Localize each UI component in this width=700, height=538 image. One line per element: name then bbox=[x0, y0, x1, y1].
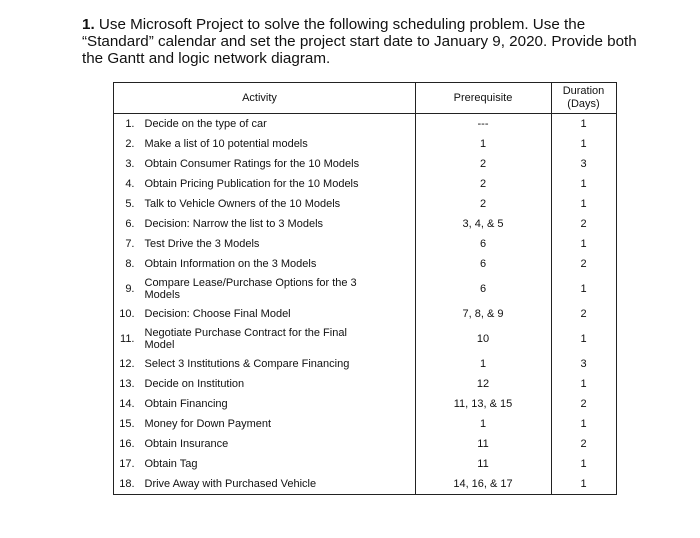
row-prerequisite: 10 bbox=[415, 324, 551, 354]
row-prerequisite: 1 bbox=[415, 354, 551, 374]
table-row bbox=[114, 134, 617, 154]
table-row bbox=[114, 214, 617, 234]
table-row bbox=[114, 414, 617, 434]
row-number: 7. bbox=[125, 238, 135, 250]
row-activity: Negotiate Purchase Contract for the Final Model bbox=[144, 327, 347, 351]
row-activity: Test Drive the 3 Models bbox=[144, 238, 260, 250]
row-number: 16. bbox=[119, 438, 135, 450]
header-prerequisite: Prerequisite bbox=[415, 83, 551, 114]
row-number: 18. bbox=[119, 478, 135, 490]
row-duration: 2 bbox=[551, 304, 616, 324]
table-row bbox=[114, 154, 617, 174]
question-number: 1. bbox=[82, 16, 95, 33]
row-duration: 1 bbox=[551, 174, 616, 194]
row-activity: Decide on Institution bbox=[144, 378, 245, 390]
row-number: 4. bbox=[125, 178, 135, 190]
row-number: 9. bbox=[125, 283, 135, 295]
row-prerequisite: 6 bbox=[415, 234, 551, 254]
row-duration: 1 bbox=[551, 414, 616, 434]
row-duration: 1 bbox=[551, 374, 616, 394]
row-activity: Talk to Vehicle Owners of the 10 Models bbox=[144, 198, 341, 210]
row-number: 8. bbox=[125, 258, 135, 270]
row-duration: 1 bbox=[551, 194, 616, 214]
row-prerequisite: 14, 16, & 17 bbox=[415, 474, 551, 495]
table-row bbox=[114, 304, 617, 324]
table-row bbox=[114, 394, 617, 414]
row-number: 3. bbox=[125, 158, 135, 170]
table-row bbox=[114, 254, 617, 274]
row-number: 11. bbox=[120, 333, 135, 345]
row-activity: Decision: Choose Final Model bbox=[144, 308, 291, 320]
row-activity: Obtain Insurance bbox=[144, 438, 229, 450]
table-row bbox=[114, 434, 617, 454]
row-number: 1. bbox=[125, 118, 135, 130]
row-number: 6. bbox=[125, 218, 135, 230]
row-prerequisite: 1 bbox=[415, 414, 551, 434]
row-prerequisite: 1 bbox=[415, 134, 551, 154]
row-number: 5. bbox=[125, 198, 135, 210]
row-prerequisite: 2 bbox=[415, 194, 551, 214]
row-prerequisite: 7, 8, & 9 bbox=[415, 304, 551, 324]
row-duration: 1 bbox=[551, 474, 616, 495]
row-number: 10. bbox=[119, 308, 135, 320]
row-duration: 1 bbox=[551, 234, 616, 254]
row-activity: Obtain Consumer Ratings for the 10 Models bbox=[144, 158, 360, 170]
table-row bbox=[114, 474, 617, 495]
row-duration: 2 bbox=[551, 214, 616, 234]
table-row bbox=[114, 174, 617, 194]
row-duration: 1 bbox=[551, 274, 616, 304]
row-activity: Decision: Narrow the list to 3 Models bbox=[144, 218, 324, 230]
question-body: Use Microsoft Project to solve the following scheduling problem. Use the “Standard” calendar and set the project start date to January 9, 2020. Provide both the Gantt and logic network diagram. bbox=[82, 16, 637, 67]
row-prerequisite: 11 bbox=[415, 434, 551, 454]
row-activity: Money for Down Payment bbox=[144, 418, 272, 430]
row-activity-cell bbox=[145, 324, 416, 354]
row-number: 12. bbox=[119, 358, 135, 370]
row-activity: Obtain Information on the 3 Models bbox=[144, 258, 317, 270]
row-number: 13. bbox=[119, 378, 135, 390]
row-activity: Make a list of 10 potential models bbox=[144, 138, 308, 150]
question-text bbox=[82, 16, 642, 67]
row-number: 14. bbox=[119, 398, 135, 410]
row-prerequisite: 12 bbox=[415, 374, 551, 394]
row-duration: 2 bbox=[551, 434, 616, 454]
row-duration: 1 bbox=[551, 134, 616, 154]
header-activity: Activity bbox=[145, 83, 416, 114]
row-activity: Obtain Financing bbox=[144, 398, 228, 410]
row-prerequisite: 6 bbox=[415, 274, 551, 304]
row-duration: 3 bbox=[551, 354, 616, 374]
row-prerequisite: 2 bbox=[415, 174, 551, 194]
row-activity-cell bbox=[145, 274, 416, 304]
row-duration: 3 bbox=[551, 154, 616, 174]
row-duration: 1 bbox=[551, 454, 616, 474]
row-prerequisite: 3, 4, & 5 bbox=[415, 214, 551, 234]
row-activity: Drive Away with Purchased Vehicle bbox=[144, 478, 317, 490]
row-prerequisite: 11 bbox=[415, 454, 551, 474]
row-prerequisite: --- bbox=[415, 114, 551, 135]
row-activity: Compare Lease/Purchase Options for the 3 Models bbox=[144, 277, 357, 301]
table-row bbox=[114, 234, 617, 254]
activity-table bbox=[113, 82, 617, 495]
row-number: 17. bbox=[119, 458, 135, 470]
table-row bbox=[114, 374, 617, 394]
table-row bbox=[114, 324, 617, 354]
row-duration: 1 bbox=[551, 324, 616, 354]
row-number: 2. bbox=[125, 138, 135, 150]
table-row bbox=[114, 274, 617, 304]
row-prerequisite: 11, 13, & 15 bbox=[415, 394, 551, 414]
table-row bbox=[114, 114, 617, 135]
row-duration: 2 bbox=[551, 394, 616, 414]
row-number: 15. bbox=[119, 418, 135, 430]
row-activity: Select 3 Institutions & Compare Financing bbox=[144, 358, 350, 370]
table-row bbox=[114, 354, 617, 374]
table-header-row bbox=[114, 83, 617, 114]
header-number bbox=[114, 83, 145, 114]
row-prerequisite: 6 bbox=[415, 254, 551, 274]
header-duration: Duration (Days) bbox=[551, 83, 616, 114]
row-duration: 1 bbox=[551, 114, 616, 135]
table-row bbox=[114, 454, 617, 474]
row-activity: Obtain Pricing Publication for the 10 Models bbox=[144, 178, 359, 190]
row-activity: Obtain Tag bbox=[144, 458, 198, 470]
row-duration: 2 bbox=[551, 254, 616, 274]
row-prerequisite: 2 bbox=[415, 154, 551, 174]
row-activity: Decide on the type of car bbox=[144, 118, 267, 130]
table-row bbox=[114, 194, 617, 214]
